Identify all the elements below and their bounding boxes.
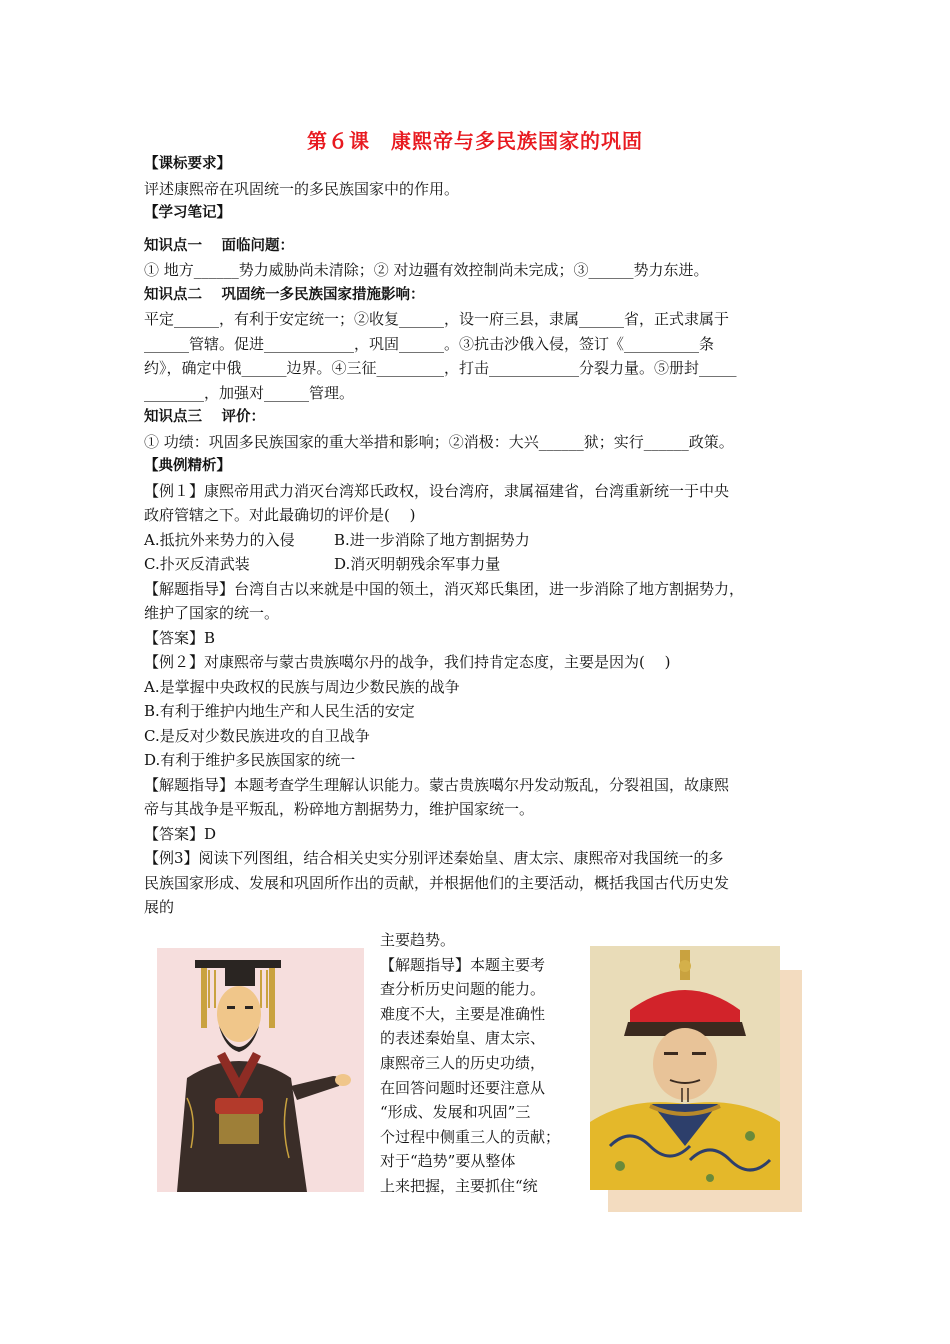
standard-text: 评述康熙帝在巩固统一的多民族国家中的作用。 [144, 179, 460, 198]
example-3-line-2: 民族国家形成、发展和巩固所作出的贡献，并根据他们的主要活动，概括我国古代历史发 [144, 873, 730, 892]
knowledge-2-line-1: 平定______，有利于安定统一；②收复______，设一府三县，隶属______省，正式隶属于 [144, 310, 730, 328]
example-1-option-a: A.抵抗外来势力的入侵 [144, 530, 295, 549]
side-line-10: 对于“趋势”要从整体 [380, 1152, 516, 1171]
knowledge-2-heading: 知识点二 巩固统一多民族国家措施影响： [144, 286, 425, 303]
qin-shihuang-portrait-icon [157, 948, 364, 1192]
example-1-guide-line-1: 【解题指导】台湾自古以来就是中国的领土，消灭郑氏集团，进一步消除了地方割据势力， [144, 579, 745, 598]
knowledge-2-line-2: ______管辖。促进____________，巩固______。③抗击沙俄入侵，签订《__________条 [144, 334, 715, 353]
side-line-11: 上来把握，主要抓住“统 [380, 1176, 538, 1195]
side-line-2: 【解题指导】本题主要考 [380, 955, 546, 974]
knowledge-1-text: ① 地方______势力威胁尚未清除；② 对边疆有效控制尚未完成；③______势力东进。 [144, 261, 709, 279]
side-line-6: 康熙帝三人的历史功绩， [380, 1053, 546, 1072]
knowledge-1-heading: 知识点一 面临问题： [144, 237, 295, 254]
side-line-7: 在回答问题时还要注意从 [380, 1078, 546, 1097]
lesson-title: 第６课 康熙帝与多民族国家的巩固 [307, 129, 643, 153]
standard-heading: 【课标要求】 [144, 156, 231, 172]
side-line-3: 查分析历史问题的能力。 [380, 980, 546, 999]
example-1-option-d: D.消灭明朝残余军事力量 [334, 555, 501, 573]
example-1-line-1: 【例１】康熙帝用武力消灭台湾郑氏政权，设台湾府，隶属福建省，台湾重新统一于中央 [144, 481, 730, 500]
example-2-option-c: C.是反对少数民族进攻的自卫战争 [144, 726, 370, 745]
side-line-4: 难度不大，主要是准确性 [380, 1004, 546, 1023]
main-content [144, 152, 810, 920]
side-line-8: “形成、发展和巩固”三 [380, 1103, 531, 1122]
qin-shihuang-portrait-image [157, 948, 364, 1192]
example-2-option-a: A.是掌握中央政权的民族与周边少数民族的战争 [144, 677, 460, 696]
knowledge-2-line-3: 约》，确定中俄______边界。④三征_________，打击____________分裂力量。⑤册封_____ [144, 359, 737, 377]
knowledge-2-line-4: ________，加强对______管理。 [144, 383, 355, 402]
notes-heading: 【学习笔记】 [144, 205, 231, 221]
example-2-guide-line-1: 【解题指导】本题考查学生理解认识能力。蒙古贵族噶尔丹发动叛乱，分裂祖国，故康熙 [144, 775, 730, 794]
knowledge-3-text: ① 功绩：巩固多民族国家的重大举措和影响；②消极：大兴______狱；实行______政策。 [144, 432, 734, 451]
example-1-answer: 【答案】B [144, 628, 216, 647]
example-1-option-c: C.扑灭反清武装 [144, 555, 250, 573]
kangxi-portrait-icon [590, 946, 780, 1190]
example-1-guide-line-2: 维护了国家的统一。 [144, 604, 280, 622]
example-2-option-d: D.有利于维护多民族国家的统一 [144, 751, 356, 769]
example-1-option-b: B.进一步消除了地方割据势力 [334, 530, 530, 549]
example-3-line-1: 【例3】阅读下列图组，结合相关史实分别评述秦始皇、唐太宗、康熙帝对我国统一的多 [144, 849, 724, 867]
side-line-1: 主要趋势。 [380, 931, 456, 949]
example-1-line-2: 政府管辖之下。对此最确切的评价是( ) [144, 506, 416, 524]
examples-heading: 【典例精析】 [144, 458, 231, 474]
example-1-options-cd [144, 552, 810, 577]
side-line-9: 个过程中侧重三人的贡献； [380, 1127, 561, 1146]
example-2-line-1: 【例２】对康熙帝与蒙古贵族噶尔丹的战争，我们持肯定态度，主要是因为( ) [144, 653, 671, 671]
example-2-option-b: B.有利于维护内地生产和人民生活的安定 [144, 702, 415, 720]
example-1-options-ab [144, 528, 810, 553]
example-2-answer: 【答案】D [144, 824, 217, 843]
example-3-side-text [380, 928, 580, 1199]
example-3-line-3: 展的 [144, 898, 175, 916]
knowledge-3-heading: 知识点三 评价： [144, 409, 266, 425]
example-2-guide-line-2: 帝与其战争是平叛乱，粉碎地方割据势力，维护国家统一。 [144, 800, 535, 818]
kangxi-portrait-image [590, 946, 780, 1190]
side-line-5: 的表述秦始皇、唐太宗、 [380, 1029, 546, 1048]
